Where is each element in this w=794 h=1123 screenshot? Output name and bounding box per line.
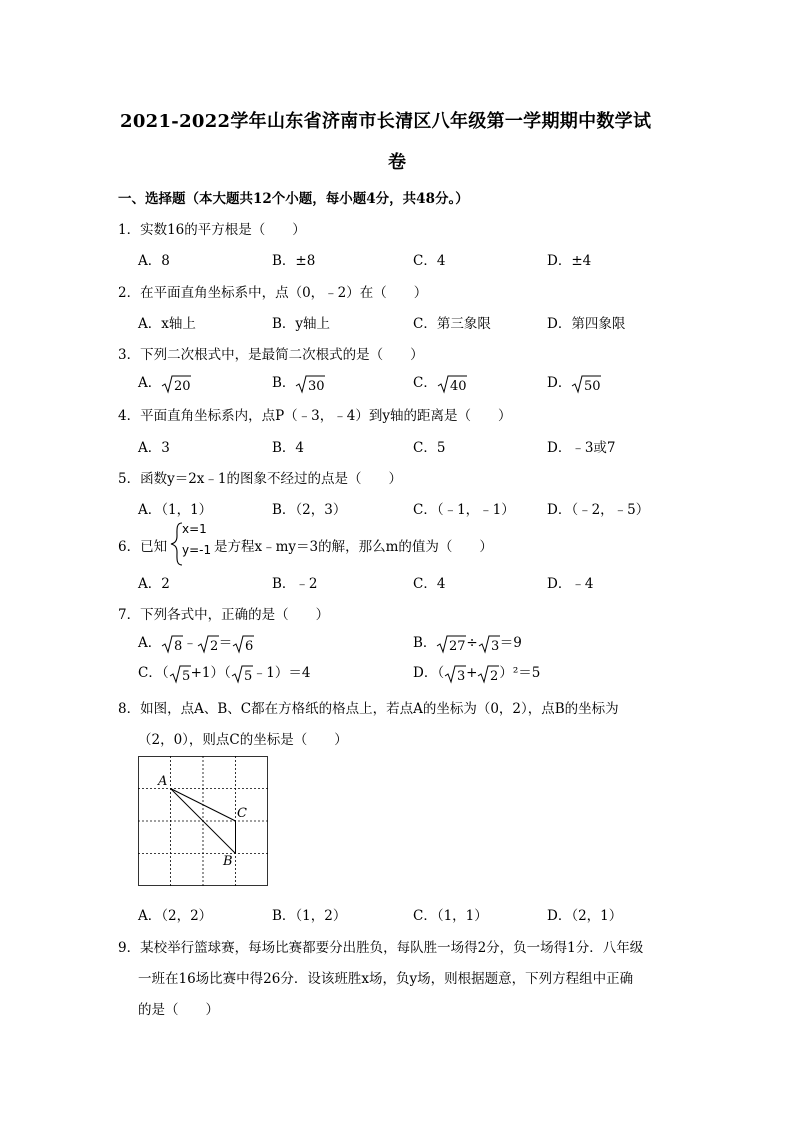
question-4-stem: 4．平面直角坐标系内，点P（﹣3，﹣4）到y轴的距离是（ ） bbox=[118, 408, 512, 424]
q3-option-a: A． 20 bbox=[138, 375, 191, 394]
q3-option-c: C． 40 bbox=[413, 375, 467, 394]
page-title: 2021-2022学年山东省济南市长清区八年级第一学期期中数学试 bbox=[120, 111, 652, 132]
question-2-stem: 2．在平面直角坐标系中，点（0，﹣2）在（ ） bbox=[118, 285, 428, 301]
q3-a-radicand: 20 bbox=[174, 378, 191, 394]
point-a-label: A bbox=[158, 774, 168, 789]
question-9-line-3: 的是（ ） bbox=[138, 1002, 219, 1018]
system-equation-top: x=1 bbox=[182, 522, 207, 536]
q5-option-a: A．（1，1） bbox=[138, 502, 213, 518]
question-5-stem: 5．函数y＝2x﹣1的图象不经过的点是（ ） bbox=[118, 471, 403, 487]
q1-option-c: C．4 bbox=[413, 253, 446, 269]
q5-option-c: C．（﹣1，﹣1） bbox=[413, 502, 515, 518]
q3-c-radicand: 40 bbox=[449, 378, 467, 394]
q1-option-a: A．8 bbox=[138, 253, 170, 269]
grid-figure bbox=[138, 756, 268, 886]
q3-b-radicand: 30 bbox=[308, 378, 325, 394]
q8-option-d: D．（2，1） bbox=[547, 908, 623, 924]
sqrt-symbol bbox=[161, 374, 191, 394]
system-equation-bottom: y=-1 bbox=[182, 543, 212, 557]
q6-option-b: B．﹣2 bbox=[272, 576, 318, 592]
q4-option-c: C．5 bbox=[413, 440, 446, 456]
q6-option-a: A．2 bbox=[138, 576, 170, 592]
svg-text:5: 5 bbox=[181, 668, 190, 684]
q6-option-d: D．﹣4 bbox=[547, 576, 594, 592]
q7-option-d: D．（ 3 + 2 ）²＝5 bbox=[413, 665, 541, 684]
svg-text:6: 6 bbox=[245, 638, 254, 654]
point-b-label: B bbox=[223, 854, 233, 869]
page-title-continued: 卷 bbox=[388, 152, 407, 173]
q2-option-a: A．x轴上 bbox=[138, 316, 196, 332]
svg-text:3: 3 bbox=[490, 638, 500, 654]
q3-option-b: B． 30 bbox=[272, 375, 325, 394]
svg-text:2: 2 bbox=[209, 638, 219, 654]
question-8-stem-cont: （2，0），则点C的坐标是（ ） bbox=[138, 732, 348, 748]
point-c-label: C bbox=[237, 806, 247, 821]
svg-text:8: 8 bbox=[174, 638, 183, 654]
sqrt-symbol bbox=[295, 374, 325, 394]
q1-option-d: D．±4 bbox=[547, 253, 592, 269]
question-7-stem: 7．下列各式中，正确的是（ ） bbox=[118, 607, 330, 623]
question-8-stem: 8．如图，点A、B、C都在方格纸的格点上，若点A的坐标为（0，2），点B的坐标为 bbox=[118, 701, 619, 717]
q3-d-radicand: 50 bbox=[584, 378, 601, 394]
q5-option-d: D．（﹣2，﹣5） bbox=[547, 502, 650, 518]
question-9-line-2: 一班在16场比赛中得26分．设该班胜x场，负y场，则根据题意，下列方程组中正确 bbox=[138, 971, 634, 987]
q5-option-b: B．（2，3） bbox=[272, 502, 347, 518]
q7-option-b: B． 27 ÷ 3 ＝9 bbox=[413, 635, 522, 654]
svg-text:27: 27 bbox=[449, 638, 466, 654]
q7-option-a: A． 8 ﹣ 2 ＝ 6 bbox=[138, 635, 254, 654]
section-heading: 一、选择题（本大题共12个小题，每小题4分，共48分。） bbox=[118, 191, 469, 207]
question-6-stem-prefix: 6．已知 bbox=[118, 539, 168, 555]
q7-option-c: C．（ 5 +1）（ 5 ﹣1）＝4 bbox=[138, 665, 311, 684]
svg-text:2: 2 bbox=[490, 668, 499, 684]
question-9-line-1: 9．某校举行篮球赛，每场比赛都要分出胜负，每队胜一场得2分，负一场得1分．八年级 bbox=[118, 940, 644, 956]
question-3-stem: 3．下列二次根式中，是最简二次根式的是（ ） bbox=[118, 347, 424, 363]
segment-ab bbox=[171, 789, 236, 854]
q6-option-c: C．4 bbox=[413, 576, 446, 592]
svg-text:3: 3 bbox=[457, 668, 466, 684]
svg-text:5: 5 bbox=[243, 668, 253, 684]
q2-option-d: D．第四象限 bbox=[547, 316, 626, 332]
q1-option-b: B．±8 bbox=[272, 253, 316, 269]
q2-option-b: B．y轴上 bbox=[272, 316, 331, 332]
q8-option-a: A．（2，2） bbox=[138, 908, 213, 924]
q8-option-c: C．（1，1） bbox=[413, 908, 488, 924]
sqrt-symbol bbox=[571, 374, 601, 394]
question-6-stem: 是方程x﹣my＝3的解，那么m的值为（ ） bbox=[214, 539, 493, 555]
q4-option-a: A．3 bbox=[138, 440, 170, 456]
sqrt-symbol bbox=[437, 374, 467, 394]
q8-option-b: B．（1，2） bbox=[272, 908, 347, 924]
question-1-stem: 1．实数16的平方根是（ ） bbox=[118, 222, 306, 238]
q4-option-d: D．﹣3或7 bbox=[547, 440, 616, 456]
q4-option-b: B．4 bbox=[272, 440, 305, 456]
q2-option-c: C．第三象限 bbox=[413, 316, 491, 332]
q3-option-d: D． 50 bbox=[547, 375, 601, 394]
